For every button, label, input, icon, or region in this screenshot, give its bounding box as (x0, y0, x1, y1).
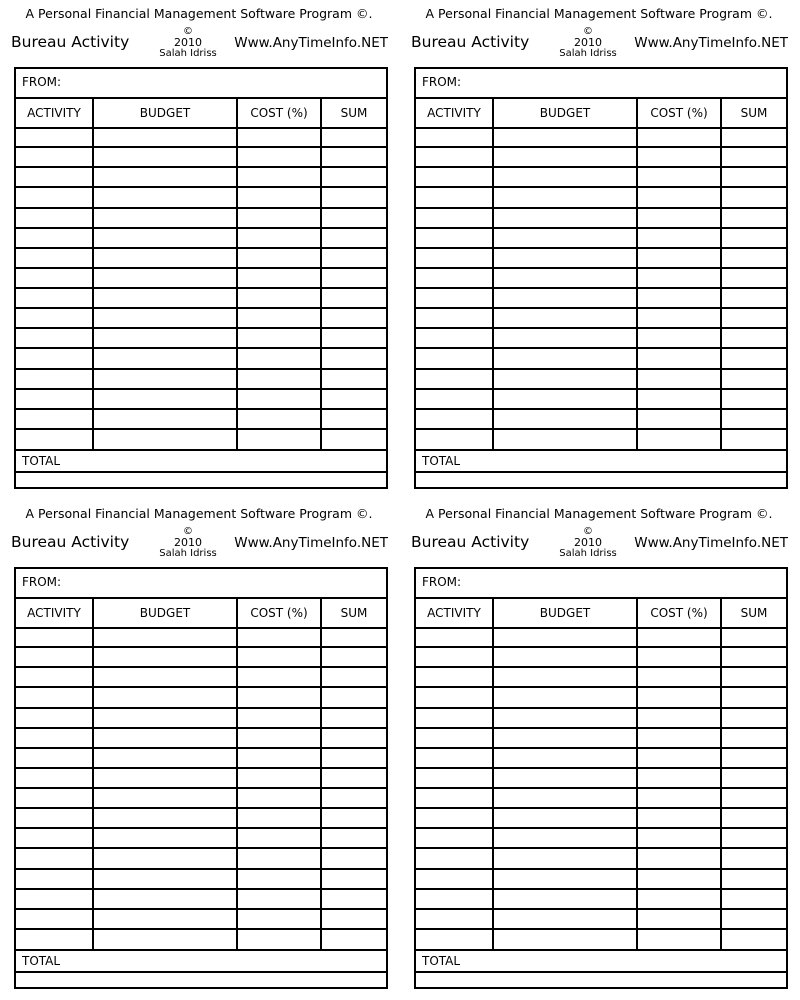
table-row[interactable] (416, 347, 786, 349)
table-row[interactable] (16, 227, 386, 229)
table-row[interactable] (416, 247, 786, 249)
table-row[interactable] (416, 807, 786, 809)
table-row[interactable] (16, 146, 386, 148)
table-row[interactable] (16, 787, 386, 789)
table-row[interactable] (16, 388, 386, 390)
table-row[interactable] (416, 787, 786, 789)
table-row[interactable] (16, 307, 386, 309)
table-row[interactable] (16, 666, 386, 668)
form-copy-4 (410, 500, 800, 1000)
form-title: Bureau Activity (411, 533, 530, 551)
table-row[interactable] (416, 287, 786, 289)
table-row[interactable] (16, 327, 386, 329)
from-row[interactable] (16, 569, 386, 599)
table-row[interactable] (16, 247, 386, 249)
table-row[interactable] (16, 207, 386, 209)
table-row[interactable] (416, 368, 786, 370)
activity-form (14, 567, 388, 989)
table-row[interactable] (16, 767, 386, 769)
column-divider (492, 599, 494, 951)
copyright-year: 2010 (574, 36, 602, 49)
table-row[interactable] (416, 707, 786, 709)
column-divider (720, 599, 722, 951)
table-row[interactable] (416, 666, 786, 668)
from-row[interactable] (416, 569, 786, 599)
activity-form (14, 67, 388, 489)
total-label: TOTAL (422, 454, 461, 468)
table-row[interactable] (16, 428, 386, 430)
column-divider (92, 99, 94, 451)
table-row[interactable] (16, 267, 386, 269)
table-row[interactable] (16, 928, 386, 930)
website-label: Www.AnyTimeInfo.NET (634, 535, 788, 551)
from-row[interactable] (16, 69, 386, 99)
column-header-budget: BUDGET (539, 606, 591, 620)
table-row[interactable] (416, 827, 786, 829)
table-row[interactable] (16, 166, 386, 168)
form-copy-3 (10, 500, 400, 1000)
total-value-row[interactable] (16, 471, 386, 487)
total-label: TOTAL (22, 954, 61, 968)
total-label: TOTAL (22, 454, 61, 468)
column-header-budget: BUDGET (539, 106, 591, 120)
form-copy-1 (10, 0, 400, 500)
copyright-year: 2010 (174, 536, 202, 549)
column-header-budget: BUDGET (139, 606, 191, 620)
program-banner: A Personal Financial Management Software Program ©. (425, 6, 773, 21)
table-row[interactable] (416, 686, 786, 688)
program-banner: A Personal Financial Management Software Program ©. (425, 506, 773, 521)
total-value-row[interactable] (416, 471, 786, 487)
table-row[interactable] (16, 707, 386, 709)
column-header-row (16, 99, 386, 129)
total-row[interactable] (416, 949, 786, 973)
table-row[interactable] (416, 428, 786, 430)
table-row[interactable] (416, 307, 786, 309)
column-divider (636, 599, 638, 951)
copyright-credit (150, 526, 226, 559)
table-row[interactable] (16, 827, 386, 829)
table-row[interactable] (16, 368, 386, 370)
copyright-year: 2010 (174, 36, 202, 49)
column-header-activity: ACTIVITY (427, 606, 481, 620)
column-header-sum: SUM (740, 606, 768, 620)
table-row[interactable] (416, 186, 786, 188)
column-divider (320, 99, 322, 451)
total-value-row[interactable] (416, 971, 786, 987)
table-row[interactable] (16, 686, 386, 688)
total-value-row[interactable] (16, 971, 386, 987)
column-header-sum: SUM (340, 606, 368, 620)
table-row[interactable] (416, 146, 786, 148)
form-title: Bureau Activity (11, 533, 130, 551)
table-row[interactable] (416, 388, 786, 390)
table-row[interactable] (416, 767, 786, 769)
column-header-budget: BUDGET (139, 106, 191, 120)
program-banner: A Personal Financial Management Software Program ©. (25, 6, 373, 21)
activity-form (414, 567, 788, 989)
table-row[interactable] (416, 646, 786, 648)
column-header-activity: ACTIVITY (427, 106, 481, 120)
table-row[interactable] (16, 908, 386, 910)
from-label: FROM: (422, 575, 462, 589)
website-label: Www.AnyTimeInfo.NET (234, 35, 388, 51)
column-header-cost: COST (%) (650, 606, 708, 620)
form-title: Bureau Activity (411, 33, 530, 51)
author-name: Salah Idriss (559, 48, 617, 59)
column-divider (236, 99, 238, 451)
copyright-symbol: © (183, 26, 193, 37)
table-row[interactable] (16, 646, 386, 648)
column-divider (236, 599, 238, 951)
table-row[interactable] (16, 186, 386, 188)
total-row[interactable] (16, 949, 386, 973)
from-label: FROM: (22, 575, 62, 589)
from-label: FROM: (422, 75, 462, 89)
table-row[interactable] (16, 807, 386, 809)
column-header-row (416, 599, 786, 629)
column-header-row (16, 599, 386, 629)
table-row[interactable] (416, 227, 786, 229)
table-row[interactable] (16, 747, 386, 749)
table-row[interactable] (416, 408, 786, 410)
copyright-symbol: © (183, 526, 193, 537)
from-label: FROM: (22, 75, 62, 89)
column-divider (92, 599, 94, 951)
table-row[interactable] (416, 267, 786, 269)
program-banner: A Personal Financial Management Software Program ©. (25, 506, 373, 521)
table-row[interactable] (16, 287, 386, 289)
column-header-cost: COST (%) (650, 106, 708, 120)
website-label: Www.AnyTimeInfo.NET (634, 35, 788, 51)
table-row[interactable] (416, 928, 786, 930)
total-row[interactable] (416, 449, 786, 473)
copyright-credit (150, 26, 226, 59)
table-row[interactable] (16, 408, 386, 410)
table-row[interactable] (416, 727, 786, 729)
table-row[interactable] (16, 727, 386, 729)
column-header-activity: ACTIVITY (27, 606, 81, 620)
table-row[interactable] (16, 868, 386, 870)
copyright-symbol: © (583, 526, 593, 537)
column-header-sum: SUM (740, 106, 768, 120)
table-row[interactable] (16, 347, 386, 349)
copyright-symbol: © (583, 26, 593, 37)
website-label: Www.AnyTimeInfo.NET (234, 535, 388, 551)
column-divider (320, 599, 322, 951)
total-row[interactable] (16, 449, 386, 473)
column-divider (720, 99, 722, 451)
column-header-row (416, 99, 786, 129)
form-title: Bureau Activity (11, 33, 130, 51)
form-copy-2 (410, 0, 800, 500)
column-divider (492, 99, 494, 451)
table-row[interactable] (416, 868, 786, 870)
column-header-cost: COST (%) (250, 606, 308, 620)
table-row[interactable] (416, 888, 786, 890)
author-name: Salah Idriss (159, 48, 217, 59)
table-row[interactable] (416, 847, 786, 849)
column-header-activity: ACTIVITY (27, 106, 81, 120)
column-header-sum: SUM (340, 106, 368, 120)
copyright-credit (550, 526, 626, 559)
copyright-credit (550, 26, 626, 59)
column-divider (636, 99, 638, 451)
table-row[interactable] (416, 166, 786, 168)
total-label: TOTAL (422, 954, 461, 968)
table-row[interactable] (416, 908, 786, 910)
copyright-year: 2010 (574, 536, 602, 549)
table-row[interactable] (416, 747, 786, 749)
author-name: Salah Idriss (159, 548, 217, 559)
table-row[interactable] (16, 847, 386, 849)
author-name: Salah Idriss (559, 548, 617, 559)
table-row[interactable] (416, 327, 786, 329)
from-row[interactable] (416, 69, 786, 99)
table-row[interactable] (416, 207, 786, 209)
column-header-cost: COST (%) (250, 106, 308, 120)
activity-form (414, 67, 788, 489)
table-row[interactable] (16, 888, 386, 890)
